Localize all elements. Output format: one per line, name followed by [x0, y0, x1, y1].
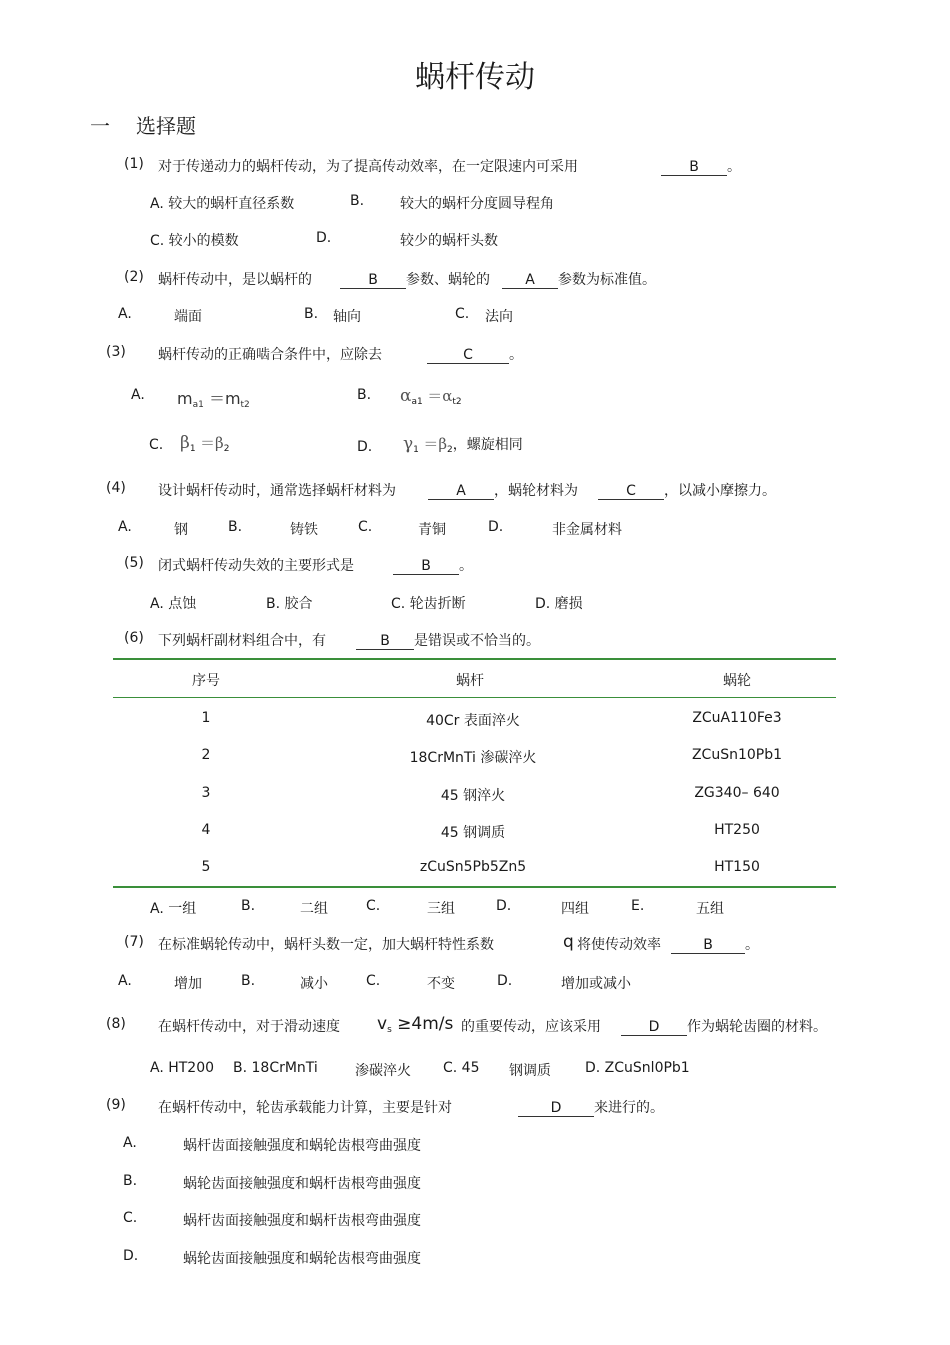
q9-option-d-label: D. [123, 1248, 139, 1264]
q4-stem: 设计蜗杆传动时，通常选择蜗杆材料为 A ，蜗轮材料为 C ，以减小摩擦力。 [158, 483, 776, 499]
q6-option-c: 三组 [427, 901, 455, 917]
table-cell: HT150 [714, 859, 760, 875]
q9-option-b: 蜗轮齿面接触强度和蜗杆齿根弯曲强度 [183, 1176, 421, 1192]
q3-option-d-label: D. [357, 439, 373, 455]
q3-option-b-formula: $\alpha_{a1} =\alpha_{t2}$ [400, 386, 462, 407]
q6-option-d-label: D. [496, 898, 512, 914]
q4-option-b-label: B. [228, 519, 243, 535]
q8-option-c-cont: 钢调质 [509, 1063, 551, 1079]
q4-option-d-label: D. [488, 519, 504, 535]
q7-option-c: 不变 [427, 976, 455, 992]
q4-number: (4) [106, 480, 126, 496]
q6-number: (6) [124, 630, 144, 646]
q9-option-a: 蜗杆齿面接触强度和蜗轮齿根弯曲强度 [183, 1138, 421, 1154]
q6-option-e-label: E. [631, 898, 645, 914]
q1-option-b: 较大的蜗杆分度圆导程角 [400, 196, 554, 212]
q7-symbol-q: q [563, 932, 574, 952]
q8-stem-cont: 的重要传动，应该采用 D 作为蜗轮齿圈的材料。 [461, 1019, 827, 1035]
q7-option-d-label: D. [497, 973, 513, 989]
q8-option-b-cont: 渗碳淬火 [355, 1063, 411, 1079]
q6-option-b-label: B. [241, 898, 256, 914]
table-cell: 40Cr 表面淬火 [426, 713, 520, 729]
q6-stem: 下列蜗杆副材料组合中，有 B 是错误或不恰当的。 [158, 633, 540, 649]
q4-option-c-label: C. [358, 519, 373, 535]
q5-stem: 闭式蜗杆传动失效的主要形式是 [158, 558, 354, 574]
q7-number: (7) [124, 934, 144, 950]
table-cell: 45 钢调质 [440, 825, 506, 841]
table-cell: 5 [201, 859, 211, 875]
q8-number: (8) [106, 1016, 126, 1032]
q7-option-b: 减小 [300, 976, 328, 992]
q9-stem: 在蜗杆传动中，轮齿承载能力计算，主要是针对 [158, 1100, 452, 1116]
q5-option-a: A. 点蚀 [150, 596, 197, 612]
section-number: 一 [90, 114, 110, 138]
q8-option-a: A. HT200 [150, 1060, 215, 1076]
table-cell: 18CrMnTi 渗碳淬火 [409, 750, 537, 766]
q2-option-b-label: B. [304, 306, 319, 322]
q1-number: (1) [124, 156, 144, 172]
q3-answer: C 。 [427, 344, 523, 364]
table-bottom-rule [113, 886, 836, 888]
q1-option-d: 较少的蜗杆头数 [400, 233, 498, 249]
q9-option-d: 蜗轮齿面接触强度和蜗轮齿根弯曲强度 [183, 1251, 421, 1267]
q7-option-b-label: B. [241, 973, 256, 989]
table-cell: ZG340– 640 [694, 785, 780, 801]
q9-answer: D 来进行的。 [518, 1097, 664, 1117]
q5-option-d: D. 磨损 [535, 596, 583, 612]
q9-option-a-label: A. [123, 1135, 137, 1151]
q1-answer: B 。 [661, 156, 741, 176]
q7-option-a: 增加 [174, 976, 202, 992]
table-header-no: 序号 [192, 673, 220, 689]
q7-stem: 在标准蜗轮传动中，蜗杆头数一定，加大蜗杆特性系数 [158, 937, 494, 953]
q9-option-c-label: C. [123, 1210, 138, 1226]
page-title: 蜗杆传动 [415, 60, 535, 95]
q1-option-b-label: B. [350, 193, 365, 209]
q2-stem: 蜗杆传动中，是以蜗杆的 B 参数、蜗轮的 A 参数为标准值。 [158, 272, 656, 288]
q6-option-e: 五组 [696, 901, 724, 917]
table-cell: 2 [201, 747, 211, 763]
q3-stem: 蜗杆传动的正确啮合条件中，应除去 [158, 347, 382, 363]
q3-option-c-formula: $\beta_1 =\beta_2$ [180, 433, 230, 454]
q9-option-c: 蜗杆齿面接触强度和蜗杆齿根弯曲强度 [183, 1213, 421, 1229]
table-cell: 4 [201, 822, 211, 838]
table-cell: zCuSn5Pb5Zn5 [419, 859, 527, 875]
table-cell: ZCuA110Fe3 [692, 710, 782, 726]
q4-option-b: 铸铁 [290, 522, 318, 538]
q3-option-b-label: B. [357, 387, 372, 403]
q3-option-d-formula: $\gamma_1 =\beta_2$，螺旋相同 [403, 434, 523, 455]
q4-option-a: 钢 [174, 522, 188, 538]
q1-stem: 对于传递动力的蜗杆传动，为了提高传动效率，在一定限速内可采用 [158, 159, 578, 175]
q5-option-c: C. 轮齿折断 [391, 596, 466, 612]
q1-option-a: A. 较大的蜗杆直径系数 [150, 196, 295, 212]
q6-option-a: A. 一组 [150, 901, 197, 917]
q2-option-c: 法向 [485, 309, 513, 325]
q9-number: (9) [106, 1097, 126, 1113]
q2-option-b: 轴向 [333, 309, 361, 325]
q5-number: (5) [124, 555, 144, 571]
table-cell: ZCuSn10Pb1 [691, 747, 783, 763]
table-header-rule [113, 697, 836, 698]
q4-option-c: 青铜 [418, 522, 446, 538]
q7-stem-cont: 将使传动效率 B 。 [577, 937, 759, 953]
q2-number: (2) [124, 269, 144, 285]
q2-option-a-label: A. [118, 306, 132, 322]
q8-option-d: D. ZCuSnl0Pb1 [585, 1060, 690, 1076]
q8-option-c: C. 45 [443, 1060, 480, 1076]
table-cell: HT250 [714, 822, 760, 838]
q3-option-a-label: A. [131, 387, 145, 403]
q4-option-a-label: A. [118, 519, 132, 535]
q9-option-b-label: B. [123, 1173, 138, 1189]
q2-option-c-label: C. [455, 306, 470, 322]
q2-option-a: 端面 [174, 309, 202, 325]
table-cell: 1 [201, 710, 211, 726]
q8-stem: 在蜗杆传动中，对于滑动速度 [158, 1019, 340, 1035]
q4-option-d: 非金属材料 [552, 522, 622, 538]
q1-option-d-label: D. [316, 230, 332, 246]
q5-answer: B 。 [393, 555, 473, 575]
q3-number: (3) [106, 344, 126, 360]
q7-option-d: 增加或减小 [561, 976, 631, 992]
q6-option-c-label: C. [366, 898, 381, 914]
q3-option-a-formula: $m_{a1} =m_{t2}$ [177, 389, 250, 410]
table-cell: 3 [201, 785, 211, 801]
q7-option-c-label: C. [366, 973, 381, 989]
q5-option-b: B. 胶合 [266, 596, 313, 612]
q3-option-c-label: C. [149, 437, 164, 453]
q6-option-b: 二组 [300, 901, 328, 917]
table-header-wheel: 蜗轮 [723, 673, 751, 689]
q7-option-a-label: A. [118, 973, 132, 989]
section-title: 选择题 [136, 114, 196, 138]
table-header-worm: 蜗杆 [456, 673, 484, 689]
q1-option-c: C. 较小的模数 [150, 233, 239, 249]
table-cell: 45 钢淬火 [440, 788, 506, 804]
table-top-rule [113, 658, 836, 660]
q8-option-b: B. 18CrMnTi [233, 1060, 318, 1076]
q6-option-d: 四组 [561, 901, 589, 917]
q8-velocity: $v_s \ge 4m/s$ [377, 1014, 454, 1035]
